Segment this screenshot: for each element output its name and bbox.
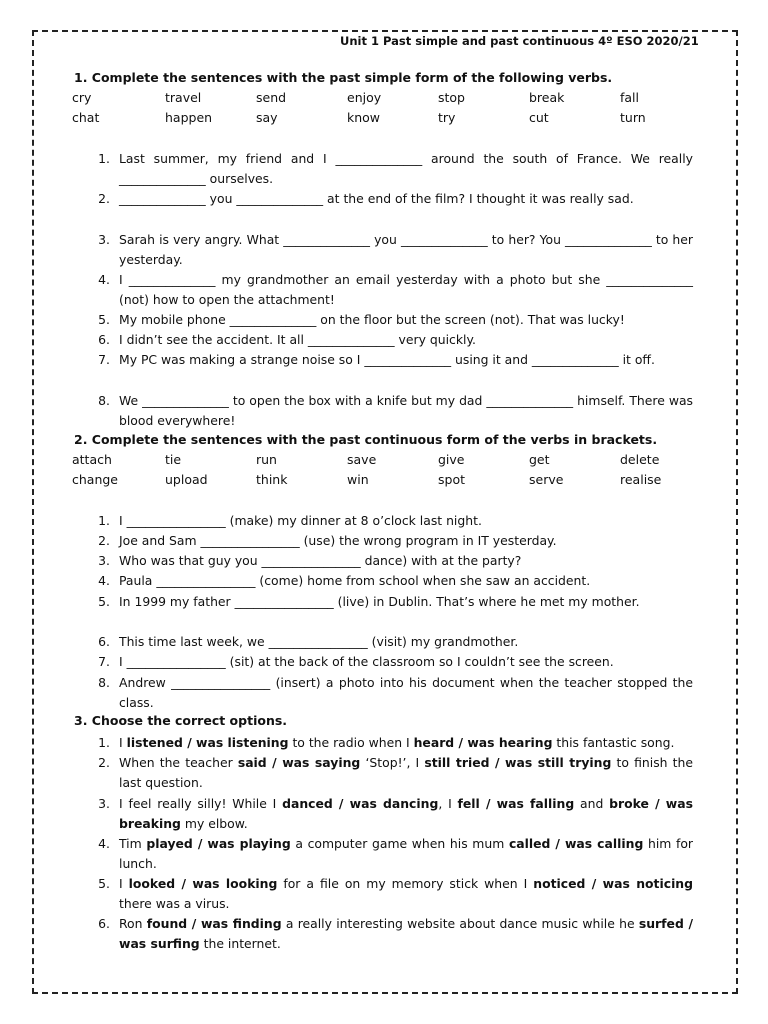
item-text: I ________________ (sit) at the back of the classroom so I couldn’t see the screen. bbox=[119, 654, 614, 669]
exercise-1-item-1 bbox=[96, 149, 693, 189]
exercise-2-item-3 bbox=[96, 551, 693, 571]
word-bank-item: realise bbox=[620, 472, 662, 487]
word-bank-item: serve bbox=[529, 472, 564, 487]
option-choice: surfed / was surfing bbox=[119, 916, 693, 951]
item-number: 7. bbox=[98, 352, 110, 367]
exercise-3-item-5 bbox=[96, 874, 693, 914]
item-number: 5. bbox=[98, 594, 110, 609]
item-number: 8. bbox=[98, 393, 110, 408]
item-text: I feel really silly! While I danced / was dancing, I fell / was falling and broke / was breaking my elbow. bbox=[119, 796, 693, 831]
item-number: 8. bbox=[98, 675, 110, 690]
exercise-1-word-row-2 bbox=[0, 110, 768, 130]
word-bank-item: travel bbox=[165, 90, 202, 105]
exercise-2-item-8 bbox=[96, 673, 693, 713]
exercise-1-item-8 bbox=[96, 391, 693, 431]
item-number: 5. bbox=[98, 312, 110, 327]
option-choice: found / was finding bbox=[146, 916, 282, 931]
word-bank-item: try bbox=[438, 110, 456, 125]
option-choice: heard / was hearing bbox=[413, 735, 553, 750]
exercise-2-item-7 bbox=[96, 652, 693, 672]
option-choice: noticed / was noticing bbox=[533, 876, 694, 891]
word-bank-item: chat bbox=[72, 110, 100, 125]
exercise-2-item-2 bbox=[96, 531, 693, 551]
item-text: Joe and Sam ________________ (use) the wrong program in IT yesterday. bbox=[119, 533, 557, 548]
item-text: Tim played / was playing a computer game when his mum called / was calling him for lunch. bbox=[119, 836, 694, 871]
item-number: 1. bbox=[98, 513, 110, 528]
word-bank-item: attach bbox=[72, 452, 112, 467]
exercise-1-word-row-1 bbox=[0, 90, 768, 110]
item-number: 4. bbox=[98, 272, 110, 287]
exercise-2-item-4 bbox=[96, 571, 693, 591]
item-number: 2. bbox=[98, 533, 110, 548]
word-bank-item: say bbox=[256, 110, 278, 125]
item-number: 3. bbox=[98, 553, 110, 568]
word-bank-item: send bbox=[256, 90, 287, 105]
option-choice: played / was playing bbox=[146, 836, 291, 851]
exercise-1-item-3 bbox=[96, 230, 693, 270]
option-choice: called / was calling bbox=[508, 836, 644, 851]
word-bank-item: cut bbox=[529, 110, 549, 125]
exercise-3-item-3 bbox=[96, 794, 693, 834]
item-text: Last summer, my friend and I ______________ around the south of France. We really ______________ ourselves. bbox=[119, 151, 693, 186]
exercise-3-item-1 bbox=[96, 733, 693, 753]
item-text: My PC was making a strange noise so I ______________ using it and ______________ it off. bbox=[119, 352, 655, 367]
exercise-3-heading: 3. Choose the correct options. bbox=[74, 713, 288, 728]
exercise-1-item-7 bbox=[96, 350, 693, 370]
option-choice: still tried / was still trying bbox=[424, 755, 612, 770]
word-bank-item: change bbox=[72, 472, 119, 487]
item-text: We ______________ to open the box with a knife but my dad ______________ himself. There was blood everywhere! bbox=[119, 393, 693, 428]
exercise-1-item-6 bbox=[96, 330, 693, 350]
item-text: I ______________ my grandmother an email yesterday with a photo but she ______________ (not) how to open the attachment! bbox=[119, 272, 693, 307]
word-bank-item: spot bbox=[438, 472, 465, 487]
item-text: ______________ you ______________ at the end of the film? I thought it was really sad. bbox=[119, 191, 634, 206]
item-text: This time last week, we ________________ (visit) my grandmother. bbox=[119, 634, 519, 649]
exercise-2-item-1 bbox=[96, 511, 693, 531]
item-text: In 1999 my father ________________ (live) in Dublin. That’s where he met my mother. bbox=[119, 594, 640, 609]
option-choice: listened / was listening bbox=[126, 735, 289, 750]
item-text: Paula ________________ (come) home from school when she saw an accident. bbox=[119, 573, 591, 588]
item-number: 3. bbox=[98, 796, 110, 811]
word-bank-item: turn bbox=[620, 110, 646, 125]
word-bank-item: stop bbox=[438, 90, 465, 105]
exercise-3-item-4 bbox=[96, 834, 693, 874]
word-bank-item: delete bbox=[620, 452, 660, 467]
item-text: When the teacher said / was saying ‘Stop!’, I still tried / was still trying to finish the last question. bbox=[119, 755, 693, 790]
exercise-3-item-2 bbox=[96, 753, 693, 793]
item-text: I listened / was listening to the radio when I heard / was hearing this fantastic song. bbox=[119, 735, 675, 750]
item-number: 3. bbox=[98, 232, 110, 247]
option-choice: looked / was looking bbox=[128, 876, 278, 891]
option-choice: danced / was dancing bbox=[282, 796, 439, 811]
item-text: My mobile phone ______________ on the floor but the screen (not). That was lucky! bbox=[119, 312, 625, 327]
word-bank-item: know bbox=[347, 110, 381, 125]
exercise-2-item-5 bbox=[96, 592, 693, 612]
item-number: 6. bbox=[98, 634, 110, 649]
exercise-1-item-5 bbox=[96, 310, 693, 330]
exercise-2-item-6 bbox=[96, 632, 693, 652]
exercise-1-item-4 bbox=[96, 270, 693, 310]
word-bank-item: enjoy bbox=[347, 90, 382, 105]
exercise-2-heading: 2. Complete the sentences with the past continuous form of the verbs in brackets. bbox=[74, 432, 658, 447]
item-number: 6. bbox=[98, 332, 110, 347]
item-number: 1. bbox=[98, 151, 110, 166]
item-number: 4. bbox=[98, 836, 110, 851]
item-text: I didn’t see the accident. It all ______________ very quickly. bbox=[119, 332, 476, 347]
item-text: Sarah is very angry. What ______________ you ______________ to her? You ______________ to her yesterday. bbox=[119, 232, 693, 267]
exercise-1-heading: 1. Complete the sentences with the past simple form of the following verbs. bbox=[74, 70, 613, 85]
option-choice: fell / was falling bbox=[457, 796, 575, 811]
option-choice: said / was saying bbox=[237, 755, 361, 770]
exercise-1-item-2 bbox=[96, 189, 693, 209]
word-bank-item: save bbox=[347, 452, 377, 467]
item-number: 2. bbox=[98, 191, 110, 206]
item-number: 2. bbox=[98, 755, 110, 770]
item-number: 5. bbox=[98, 876, 110, 891]
word-bank-item: win bbox=[347, 472, 369, 487]
exercise-2-word-row-1 bbox=[0, 452, 768, 472]
item-text: I looked / was looking for a file on my memory stick when I noticed / was noticing there was a virus. bbox=[119, 876, 694, 911]
exercise-3-item-6 bbox=[96, 914, 693, 954]
item-text: I ________________ (make) my dinner at 8 o’clock last night. bbox=[119, 513, 482, 528]
item-text: Who was that guy you ________________ dance) with at the party? bbox=[119, 553, 522, 568]
word-bank-item: get bbox=[529, 452, 550, 467]
exercise-2-word-row-2 bbox=[0, 472, 768, 492]
item-number: 4. bbox=[98, 573, 110, 588]
item-text: Ron found / was finding a really interesting website about dance music while he surfed / was surfing the internet. bbox=[119, 916, 693, 951]
word-bank-item: give bbox=[438, 452, 465, 467]
word-bank-item: break bbox=[529, 90, 565, 105]
page-header: Unit 1 Past simple and past continuous 4º ESO 2020/21 bbox=[340, 34, 699, 48]
item-number: 6. bbox=[98, 916, 110, 931]
word-bank-item: upload bbox=[165, 472, 208, 487]
word-bank-item: happen bbox=[165, 110, 213, 125]
word-bank-item: think bbox=[256, 472, 288, 487]
item-number: 1. bbox=[98, 735, 110, 750]
option-choice: broke / was breaking bbox=[119, 796, 693, 831]
item-number: 7. bbox=[98, 654, 110, 669]
word-bank-item: tie bbox=[165, 452, 182, 467]
word-bank-item: fall bbox=[620, 90, 640, 105]
item-text: Andrew ________________ (insert) a photo into his document when the teacher stopped the class. bbox=[119, 675, 693, 710]
word-bank-item: cry bbox=[72, 90, 92, 105]
word-bank-item: run bbox=[256, 452, 277, 467]
